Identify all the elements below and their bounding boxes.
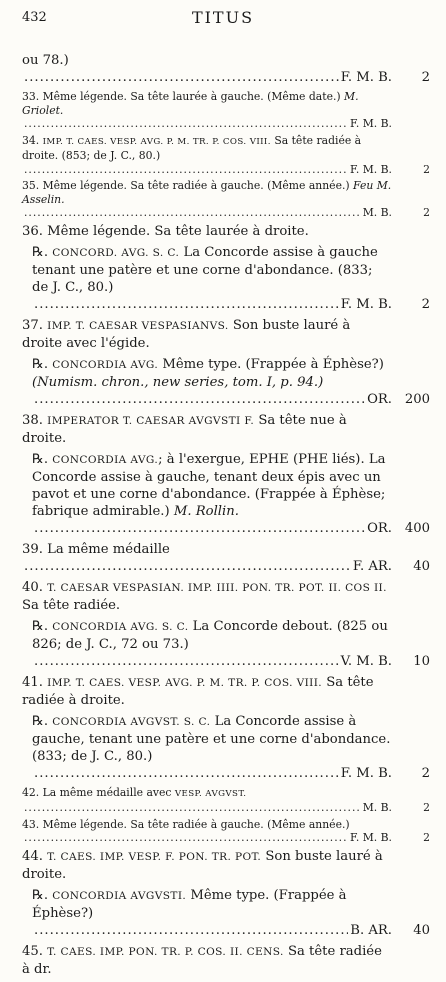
dotted-leader-row [22, 558, 392, 575]
entry-text: La Concorde debout. (825 ou 826; de J. C., 72 ou 73.) [32, 618, 388, 652]
price-value: 2 [421, 765, 430, 781]
entry-body [22, 848, 392, 883]
entry-body [22, 223, 392, 240]
legend-text: CONCORDIA AVG. [52, 358, 159, 371]
entry-text: Même type. (Frappée à Éphèse?) [158, 356, 384, 372]
price-value: 2 [423, 162, 430, 176]
metal-size: V. M. B. [340, 653, 392, 669]
entry-body [22, 818, 392, 832]
legend-text: T. CAES. IMP. VESP. F. PON. TR. POT. [47, 850, 262, 863]
entry-text: ; à l'exergue, EPHE (PHE liés). La Concorde assise à gauche, tenant deux épis avec un pavot et une corne d'abondance. (Frappée à Éphèse; fabrique admirable.) [32, 451, 386, 519]
entry-body [22, 674, 392, 709]
entry-text: ℞. [32, 887, 53, 903]
entry-body [22, 786, 392, 802]
legend-text: T. CAES. IMP. PON. TR. P. COS. II. CENS. [47, 945, 284, 958]
catalogue-entry [22, 541, 430, 575]
entry-body [32, 618, 392, 653]
entry-text: 42. La même médaille avec [22, 785, 175, 799]
dot-leader [32, 922, 348, 939]
dot-leader [22, 831, 348, 845]
dotted-leader-row [22, 206, 392, 220]
dot-leader [32, 520, 365, 537]
entry-text: ℞. [32, 618, 53, 634]
dotted-leader-row [22, 163, 392, 177]
legend-text: T. CAESAR VESPASIAN. IMP. IIII. PON. TR. POT. II. COS II. [47, 581, 387, 594]
coin-entries [22, 52, 430, 982]
dotted-leader-row [32, 653, 392, 670]
dotted-leader-row [22, 801, 392, 815]
legend-text: IMP. T. CAESAR VESPASIANVS. [47, 319, 229, 332]
entry-body [22, 943, 392, 978]
entry-text: Sa tête radiée à droite. (853; de J. C., 80.) [22, 133, 362, 162]
price-value: 40 [413, 558, 430, 574]
catalogue-entry [22, 848, 426, 883]
entry-text: 43. Même légende. Sa tête radiée à gauche. (Même année.) [22, 817, 350, 831]
entry-text: 38. [22, 412, 48, 428]
entry-body [32, 244, 392, 296]
legend-text: CONCORDIA AVG. [52, 453, 159, 466]
entry-text: Même type. (Frappée à Éphèse?) [32, 887, 347, 921]
dot-leader [32, 391, 365, 408]
price-value: 2 [423, 831, 430, 844]
entry-text: 44. [22, 848, 48, 864]
dot-leader [22, 163, 348, 177]
dot-leader [22, 117, 348, 131]
catalogue-entry [22, 223, 426, 240]
legend-text: CONCORDIA AVGVST. S. C. [52, 715, 211, 728]
dotted-leader-row [22, 831, 392, 845]
entry-text: 45. [22, 943, 48, 959]
metal-size: M. B. [362, 801, 392, 814]
entry-text: La Concorde assise à gauche tenant une patère et une corne d'abondance. (833; de J. C., 80.) [32, 244, 378, 295]
entry-body [32, 713, 392, 765]
entry-body [32, 887, 392, 922]
legend-text: IMP. T. CAES. VESP. AVG. P. M. TR. P. COS. VIII. [42, 136, 271, 147]
entry-body [32, 451, 392, 520]
entry-body [32, 356, 392, 391]
dotted-leader-row [32, 765, 392, 782]
entry-body [22, 317, 392, 352]
catalogue-entry [22, 785, 430, 815]
entry-text: 33. Même légende. Sa tête laurée à gauche. (Même date.) [22, 90, 345, 103]
price-value: 200 [404, 391, 430, 407]
catalogue-entry [32, 244, 430, 313]
price-value: 2 [421, 296, 430, 312]
metal-size: M. B. [362, 206, 392, 219]
entry-body [22, 541, 392, 558]
entry-text: Sa tête radiée à droite. [22, 674, 374, 708]
catalogue-entry [32, 887, 430, 939]
dotted-leader-row [32, 391, 392, 408]
metal-size: B. AR. [350, 922, 392, 938]
metal-size: F. AR. [352, 558, 392, 574]
metal-size: OR. [367, 520, 392, 536]
metal-size: F. M. B. [350, 831, 392, 844]
entry-text: 39. La même médaille [22, 541, 170, 557]
metal-size: F. M. B. [340, 765, 392, 781]
entry-body [22, 90, 392, 117]
catalogue-entry [32, 356, 430, 408]
catalogue-entry [22, 52, 430, 86]
catalogue-entry [22, 412, 426, 447]
metal-size: F. M. B. [340, 70, 392, 85]
entry-lead-text: ou 78.) [22, 53, 69, 68]
catalogue-entry [22, 943, 426, 978]
legend-text: IMP. T. CAES. VESP. AVG. P. M. TR. P. COS. VIII. [47, 676, 323, 689]
entry-text: ℞. [32, 713, 53, 729]
entry-text: Son buste lauré à droite avec l'égide. [22, 317, 351, 351]
collector-name: M. Griolet. [22, 90, 359, 117]
entry-text: 37. [22, 317, 48, 333]
running-title: TITUS [191, 8, 255, 27]
page-number: 432 [22, 10, 47, 25]
legend-text: CONCORDIA AVGVSTI. [52, 889, 187, 902]
entry-text: ℞. [32, 356, 53, 372]
legend-text: CONCORD. AVG. S. C. [52, 246, 180, 259]
entry-body [22, 179, 392, 206]
collector-name: Feu M. Asselin. [22, 179, 392, 206]
dotted-leader-row [32, 296, 392, 313]
catalogue-entry [22, 133, 430, 177]
catalogue-entry [22, 817, 430, 845]
metal-size: F. M. B. [350, 117, 392, 130]
price-value: 2 [423, 206, 430, 219]
entry-text: Son buste lauré à droite. [22, 848, 383, 882]
price-value: 400 [404, 520, 430, 536]
catalogue-entry [32, 713, 430, 782]
legend-text: VESP. AVGVST. [174, 788, 247, 799]
catalogue-entry [32, 618, 430, 670]
entry-text: 34. [22, 133, 43, 147]
entry-text: Sa tête radiée à dr. [22, 943, 382, 977]
entry-text: 41. [22, 674, 48, 690]
catalogue-entry [22, 90, 426, 131]
page-header [0, 8, 446, 28]
entry-text: 36. Même légende. Sa tête laurée à droite. [22, 223, 309, 239]
dot-leader [32, 765, 339, 782]
entry-body [22, 412, 392, 447]
entry-text: Sa tête radiée. [22, 597, 121, 613]
dotted-leader-row [22, 69, 392, 86]
entry-text: 40. [22, 579, 48, 595]
entry-body [22, 134, 392, 163]
catalogue-entry [22, 579, 426, 614]
entry-text: La Concorde assise à gauche, tenant une patère et une corne d'abondance. (833; de J. C., 80.) [32, 713, 391, 764]
price-value: 2 [421, 70, 430, 85]
price-value: 40 [413, 922, 430, 938]
metal-size: F. M. B. [350, 162, 392, 176]
dot-leader [32, 653, 339, 670]
legend-text: IMPERATOR T. CAESAR AVGVSTI F. [47, 414, 255, 427]
entry-text: 35. Même légende. Sa tête radiée à gauche. (Même année.) [22, 179, 354, 192]
price-value: 2 [423, 801, 430, 814]
collector-name: M. Rollin. [173, 503, 239, 519]
dot-leader [22, 69, 339, 86]
entry-text: ℞. [32, 451, 53, 467]
catalogue-entry [22, 179, 430, 220]
dot-leader [22, 206, 361, 220]
dot-leader [32, 296, 339, 313]
entry-body [22, 579, 392, 614]
metal-size: OR. [367, 391, 392, 407]
catalogue-entry [22, 674, 426, 709]
dotted-leader-row [22, 117, 392, 131]
legend-text: CONCORDIA AVG. S. C. [52, 620, 189, 633]
entry-text: Sa tête nue à droite. [22, 412, 347, 446]
price-value: 10 [413, 653, 430, 669]
entry-body [22, 52, 392, 69]
metal-size: F. M. B. [340, 296, 392, 312]
dotted-leader-row [32, 520, 392, 537]
dotted-leader-row [32, 922, 392, 939]
collector-name: (Numism. chron., new series, tom. I, p. 94.) [32, 374, 324, 390]
dot-leader [22, 558, 351, 575]
dot-leader [22, 801, 361, 815]
entry-text: ℞. [32, 244, 53, 260]
catalogue-entry [22, 317, 426, 352]
catalogue-entry [32, 451, 430, 537]
